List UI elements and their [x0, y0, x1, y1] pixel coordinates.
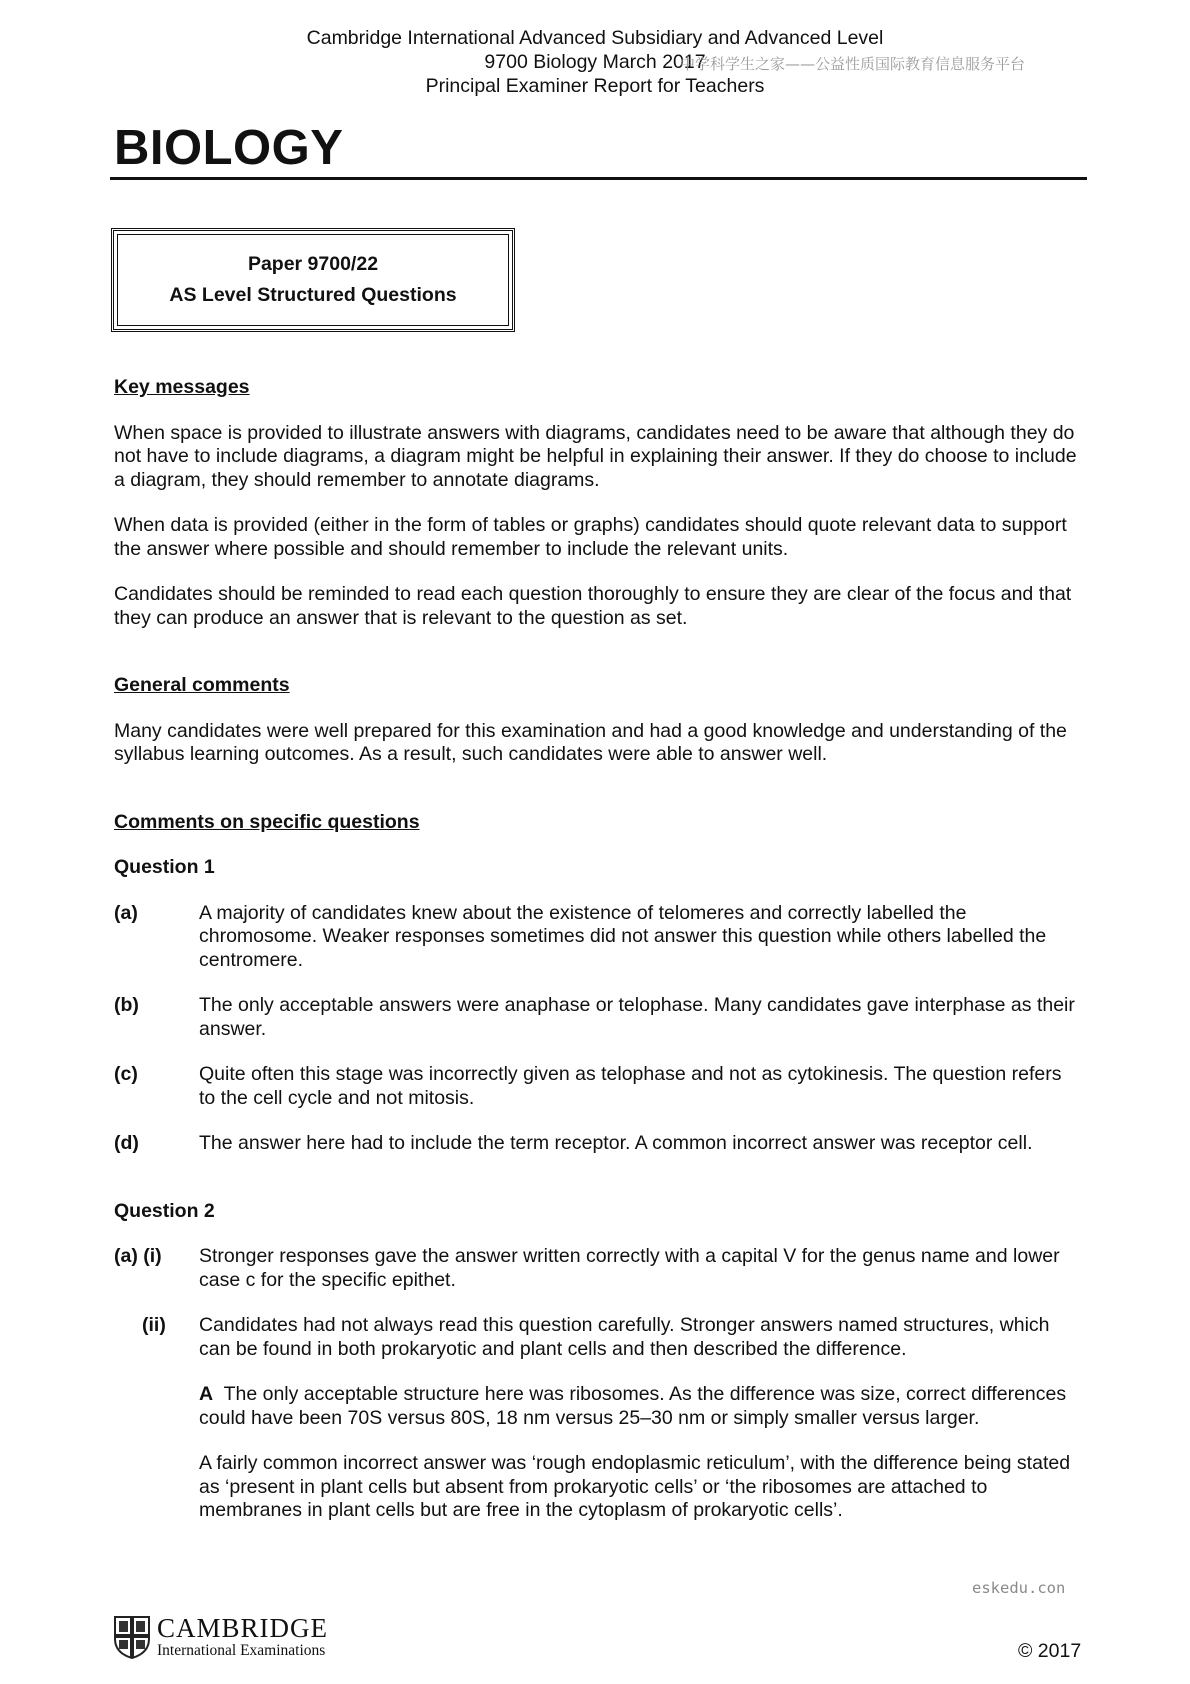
part-a-text: The only acceptable structure here was ribosomes. As the difference was size, correct differences could have been 70S versus 80S, 18 nm versus 25–30 nm or simply smaller versus larger.	[199, 1383, 1067, 1429]
question-1-title: Question 1	[114, 856, 215, 878]
report-body	[114, 376, 1080, 1545]
paper-info-inner	[117, 234, 509, 326]
copyright: © 2017	[1018, 1640, 1082, 1662]
part-a-extra-paragraph: A fairly common incorrect answer was ‘rough endoplasmic reticulum’, with the difference being stated as ‘present in plant cells but absent from prokaryotic cells’ or ‘the ribosomes are attached to membranes in plant cells but are free in the cytoplasm of prokaryotic cells’.	[199, 1452, 1071, 1521]
site-watermark: eskedu.con	[972, 1579, 1066, 1597]
question-item	[114, 1245, 1080, 1292]
item-label: (b)	[114, 994, 139, 1016]
paper-code: Paper 9700/22	[247, 253, 379, 275]
logo-subtitle: International Examinations	[157, 1642, 326, 1659]
logo-text	[157, 1614, 328, 1659]
item-text: Stronger responses gave the answer written correctly with a capital V for the genus name and lower case c for the specific epithet.	[199, 1245, 1060, 1291]
cambridge-shield-icon	[113, 1615, 151, 1659]
general-comments-paragraph: Many candidates were well prepared for this examination and had a good knowledge and understanding of the syllabus learning outcomes. As a result, such candidates were able to answer well.	[114, 719, 1067, 765]
header-line-1: Cambridge International Advanced Subsidiary and Advanced Level	[306, 27, 884, 49]
item-text: Candidates had not always read this question carefully. Stronger answers named structures, which can be found in both prokaryotic and plant cells and then described the difference.	[199, 1314, 1050, 1360]
item-text: Quite often this stage was incorrectly given as telophase and not as cytokinesis. The question refers to the cell cycle and not mitosis.	[199, 1063, 1062, 1109]
part-a-paragraph	[199, 1383, 1080, 1430]
part-a-letter: A	[199, 1383, 214, 1405]
page-title: BIOLOGY	[114, 121, 344, 175]
question-2-title: Question 2	[114, 1199, 215, 1222]
item-label: (d)	[114, 1132, 139, 1154]
item-text: The only acceptable answers were anaphase or telophase. Many candidates gave interphase as their answer.	[199, 994, 1075, 1040]
item-label: (ii)	[142, 1314, 166, 1336]
header-line-2: 9700 Biology March 2017	[484, 51, 706, 73]
general-comments-heading: General comments	[114, 674, 290, 696]
item-label: (a) (i)	[114, 1245, 162, 1267]
cambridge-logo	[113, 1614, 328, 1659]
question-item	[114, 1132, 1080, 1156]
question-item	[114, 1314, 1080, 1361]
item-label: (a)	[114, 901, 138, 924]
logo-name: CAMBRIDGE	[157, 1613, 329, 1643]
specific-comments-heading: Comments on specific questions	[114, 810, 420, 833]
paper-info-box	[111, 228, 515, 332]
key-messages-heading: Key messages	[114, 376, 250, 398]
key-message-paragraph: Candidates should be reminded to read each question thoroughly to ensure they are clear of the focus and that they can produce an answer that is relevant to the question as set.	[114, 583, 1072, 629]
question-item	[114, 994, 1080, 1041]
chinese-watermark: 中学科学生之家——公益性质国际教育信息服务平台	[680, 55, 1026, 73]
question-item	[114, 902, 1080, 973]
paper-name: AS Level Structured Questions	[169, 284, 457, 306]
item-label: (c)	[114, 1063, 138, 1085]
item-text: A majority of candidates knew about the existence of telomeres and correctly labelled the chromosome. Weaker responses sometimes did not answer this question while others labelled the centromere.	[199, 901, 1047, 971]
header-line-3: Principal Examiner Report for Teachers	[425, 75, 765, 97]
title-divider	[110, 177, 1087, 180]
item-text: The answer here had to include the term receptor. A common incorrect answer was receptor cell.	[199, 1132, 1033, 1154]
question-item	[114, 1063, 1080, 1110]
key-message-paragraph: When space is provided to illustrate answers with diagrams, candidates need to be aware that although they do not have to include diagrams, a diagram might be helpful in explaining their answer. If they do choose to include a diagram, they should remember to annotate diagrams.	[114, 421, 1077, 491]
key-message-paragraph: When data is provided (either in the form of tables or graphs) candidates should quote relevant data to support the answer where possible and should remember to include the relevant units.	[114, 514, 1067, 560]
